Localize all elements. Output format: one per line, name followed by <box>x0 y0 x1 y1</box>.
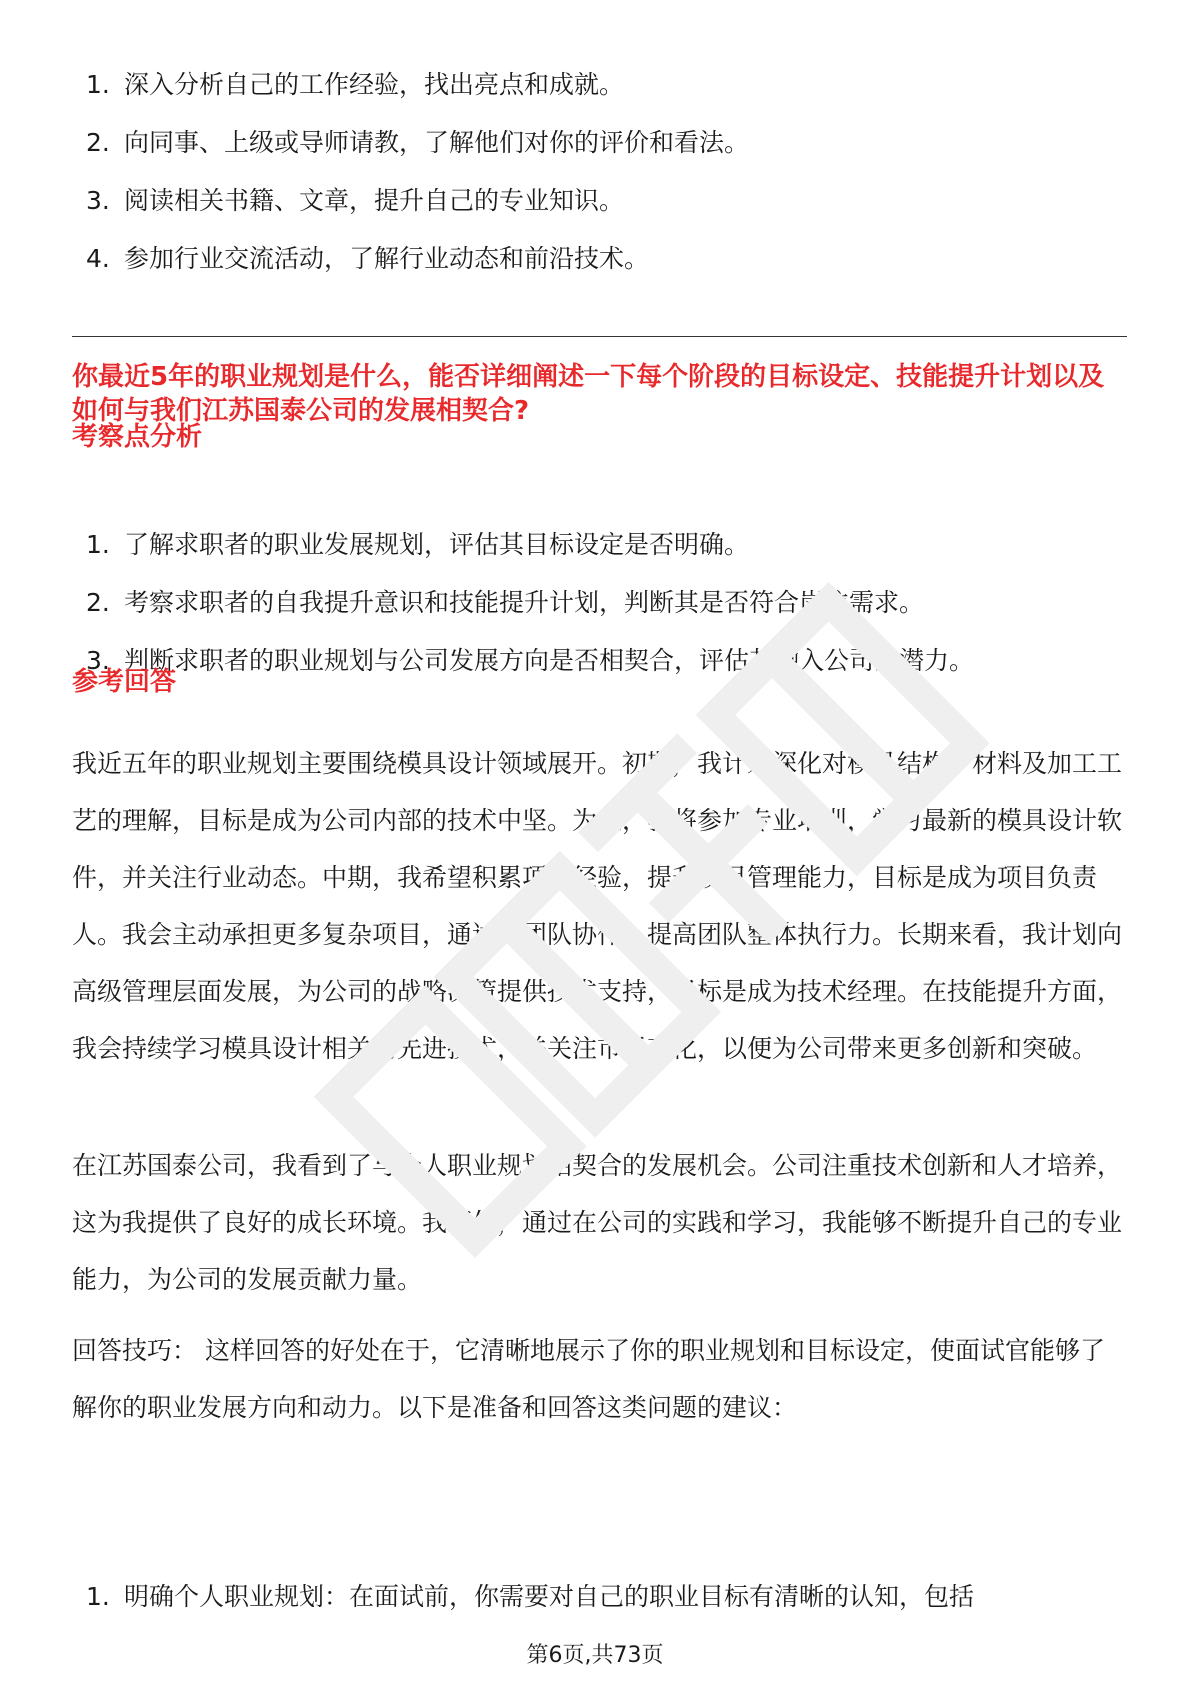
page-number: 第6页,共73页 <box>526 1643 664 1668</box>
list-item: 2. 考察求职者的自我提升意识和技能提升计划，判断其是否符合岗位需求。 <box>86 588 925 617</box>
reference-heading: 参考回答 <box>72 667 177 697</box>
analysis-list <box>72 530 974 704</box>
list-item: 4. 参加行业交流活动，了解行业动态和前沿技术。 <box>86 244 650 273</box>
tips-list <box>72 1582 974 1612</box>
list-item: 3. 判断求职者的职业规划与公司发展方向是否相契合，评估其融入公司的潜力。 <box>86 646 975 675</box>
preparation-list <box>72 70 749 302</box>
section-divider <box>72 336 1127 337</box>
list-item: 3. 阅读相关书籍、文章，提升自己的专业知识。 <box>86 186 625 215</box>
list-item: 1. 深入分析自己的工作经验，找出亮点和成就。 <box>86 70 625 99</box>
list-item: 1. 明确个人职业规划：在面试前，你需要对自己的职业目标有清晰的认知，包括 <box>86 1582 975 1611</box>
tips-paragraph: 回答技巧： 这样回答的好处在于，它清晰地展示了你的职业规划和目标设定，使面试官能够了解你的职业发展方向和动力。以下是准备和回答这类问题的建议： <box>72 1336 1105 1422</box>
analysis-heading: 考察点分析 <box>72 422 203 452</box>
list-item: 2. 向同事、上级或导师请教，了解他们对你的评价和看法。 <box>86 128 750 157</box>
answer-paragraph: 在江苏国泰公司，我看到了与个人职业规划相契合的发展机会。公司注重技术创新和人才培养，这为我提供了良好的成长环境。我相信，通过在公司的实践和学习，我能够不断提升自己的专业能力，为公司的发展贡献力量。 <box>72 1151 1123 1294</box>
interview-question: 你最近5年的职业规划是什么，能否详细阐述一下每个阶段的目标设定、技能提升计划以及如何与我们江苏国泰公司的发展相契合? <box>72 362 1105 426</box>
answer-paragraph: 我近五年的职业规划主要围绕模具设计领域展开。初期，我计划深化对模具结构、材料及加工工艺的理解，目标是成为公司内部的技术中坚。为此，我将参加专业培训，学习最新的模具设计软件，并关注行业动态。中期，我希望积累项目经验，提升项目管理能力，目标是成为项目负责人。我会主动承担更多复杂项目，通过与团队协作，提高团队整体执行力。长期来看，我计划向高级管理层面发展，为公司的战略决策提供技术支持，目标是成为技术经理。在技能提升方面，我会持续学习模具设计相关的先进技术，并关注市场变化，以便为公司带来更多创新和突破。 <box>72 749 1123 1063</box>
list-item: 1. 了解求职者的职业发展规划，评估其目标设定是否明确。 <box>86 530 750 559</box>
